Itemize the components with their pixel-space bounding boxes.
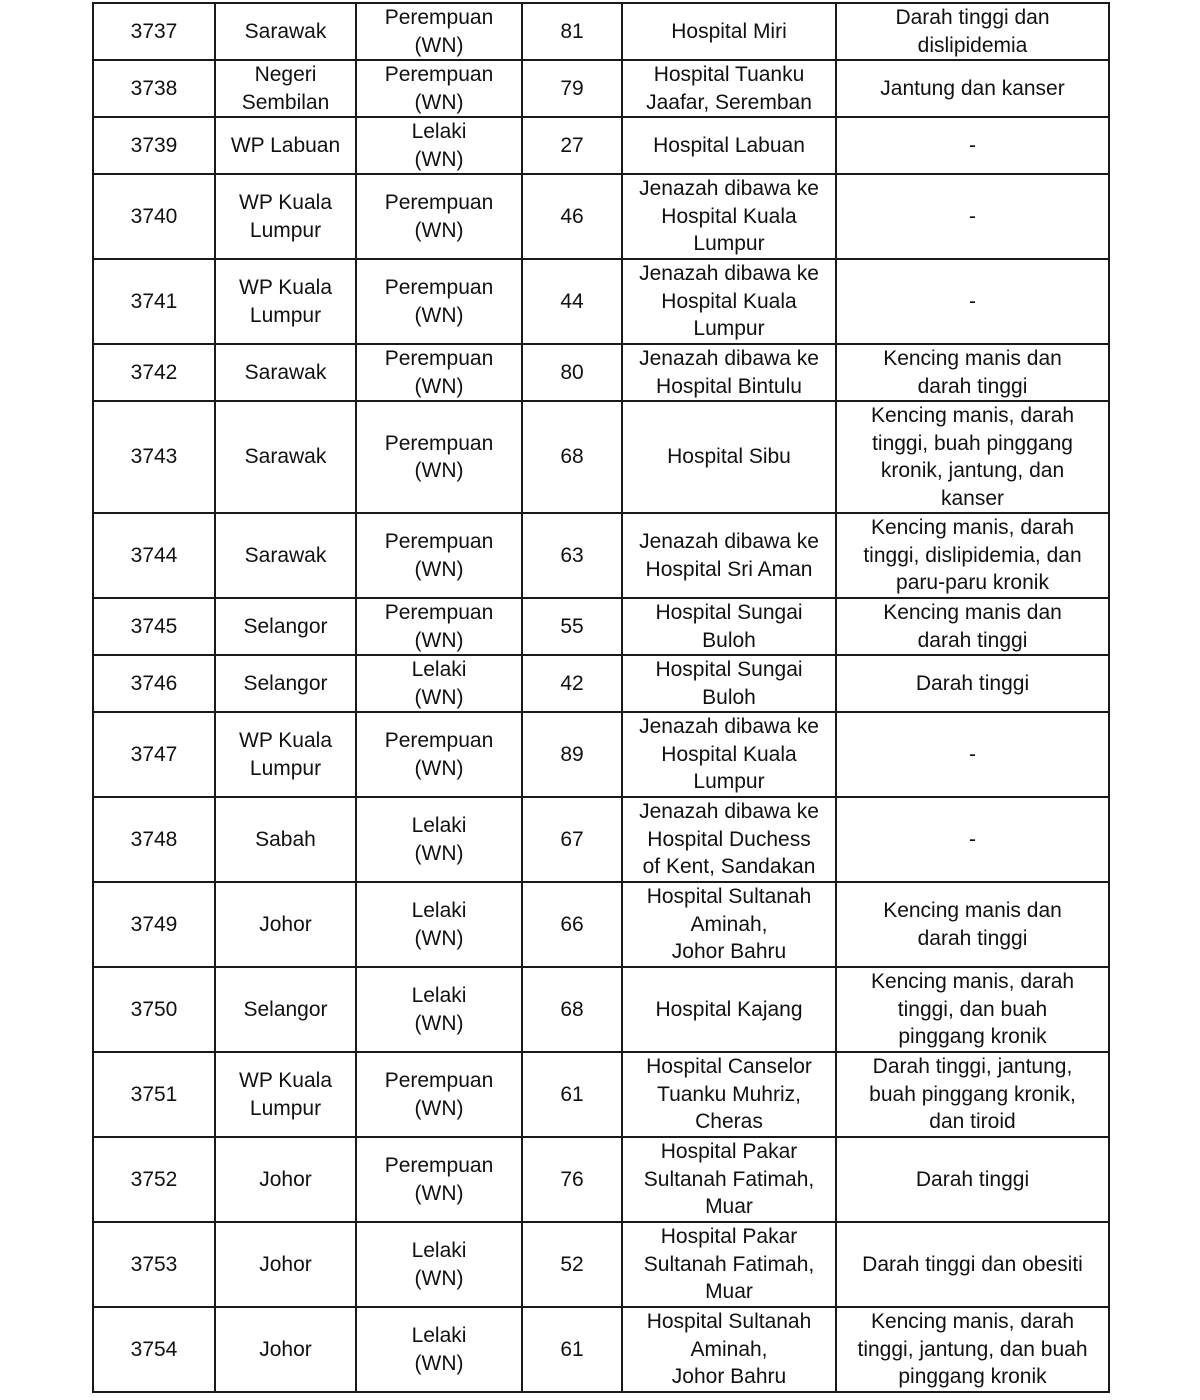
state-cell bbox=[215, 1307, 356, 1392]
age-cell bbox=[522, 60, 622, 117]
case-number: 3753 bbox=[130, 1252, 178, 1276]
case-number: 3744 bbox=[130, 543, 178, 567]
case-number-cell bbox=[93, 513, 215, 598]
sex-cell bbox=[356, 344, 522, 401]
table-row bbox=[93, 598, 1109, 655]
age: 89 bbox=[560, 742, 584, 766]
hospital-cell bbox=[622, 882, 836, 967]
case-number-cell bbox=[93, 967, 215, 1052]
state-line: Sarawak bbox=[244, 445, 327, 469]
table-row bbox=[93, 3, 1109, 60]
conditions-cell bbox=[836, 60, 1109, 117]
case-number-cell bbox=[93, 401, 215, 513]
conditions-line: Kencing manis, darah bbox=[870, 404, 1075, 427]
hospital-line: Hospital Kuala bbox=[661, 204, 797, 228]
hospital-line: Hospital Sultanah bbox=[646, 1310, 812, 1334]
conditions-cell bbox=[836, 598, 1109, 655]
hospital-cell bbox=[622, 712, 836, 797]
age: 52 bbox=[560, 1252, 584, 1276]
conditions-line: - bbox=[969, 133, 976, 157]
conditions-line: - bbox=[969, 827, 976, 851]
state-cell bbox=[215, 1222, 356, 1307]
state-cell bbox=[215, 967, 356, 1052]
conditions-line: Darah tinggi, jantung, bbox=[872, 1055, 1073, 1079]
conditions-line: pinggang kronik bbox=[898, 1025, 1047, 1049]
sex-line: Perempuan bbox=[384, 729, 494, 752]
hospital-line: Hospital Kajang bbox=[655, 997, 803, 1021]
case-number-cell bbox=[93, 174, 215, 259]
age-cell bbox=[522, 1307, 622, 1392]
nationality-line: (WN) bbox=[414, 218, 464, 242]
hospital-line: Hospital Sultanah bbox=[646, 885, 812, 909]
hospital-line: of Kent, Sandakan bbox=[642, 855, 816, 879]
conditions-cell bbox=[836, 401, 1109, 513]
sex-cell bbox=[356, 598, 522, 655]
age: 68 bbox=[560, 445, 584, 469]
sex-cell bbox=[356, 712, 522, 797]
state-line: Selangor bbox=[243, 614, 328, 638]
age-cell bbox=[522, 882, 622, 967]
table-row bbox=[93, 259, 1109, 344]
hospital-cell bbox=[622, 797, 836, 882]
sex-line: Perempuan bbox=[384, 63, 494, 86]
state-cell bbox=[215, 3, 356, 60]
sex-cell bbox=[356, 1137, 522, 1222]
table-row bbox=[93, 1307, 1109, 1392]
hospital-line: Buloh bbox=[702, 685, 756, 709]
sex-line: Lelaki bbox=[411, 120, 467, 143]
table-row bbox=[93, 344, 1109, 401]
age-cell bbox=[522, 3, 622, 60]
conditions-cell bbox=[836, 797, 1109, 882]
hospital-cell bbox=[622, 259, 836, 344]
case-number-cell bbox=[93, 259, 215, 344]
state-line: Lumpur bbox=[249, 1096, 322, 1120]
table-row bbox=[93, 1052, 1109, 1137]
hospital-cell bbox=[622, 401, 836, 513]
age: 80 bbox=[560, 360, 584, 384]
conditions-line: tinggi, dan buah bbox=[897, 997, 1048, 1021]
conditions-cell bbox=[836, 1052, 1109, 1137]
state-line: Sarawak bbox=[244, 360, 327, 384]
state-line: WP Labuan bbox=[230, 133, 341, 157]
state-line: WP Kuala bbox=[239, 729, 332, 752]
sex-line: Perempuan bbox=[384, 347, 494, 370]
age: 67 bbox=[560, 827, 584, 851]
sex-cell bbox=[356, 882, 522, 967]
case-number-cell bbox=[93, 1222, 215, 1307]
age: 76 bbox=[560, 1167, 584, 1191]
hospital-line: Jenazah dibawa ke bbox=[639, 177, 819, 201]
state-cell bbox=[215, 1137, 356, 1222]
table-row bbox=[93, 967, 1109, 1052]
sex-line: Lelaki bbox=[411, 899, 467, 922]
conditions-line: tinggi, dislipidemia, dan bbox=[863, 543, 1082, 567]
age: 63 bbox=[560, 543, 584, 567]
conditions-cell bbox=[836, 3, 1109, 60]
hospital-line: Muar bbox=[705, 1195, 753, 1219]
nationality-line: (WN) bbox=[414, 147, 464, 171]
case-number: 3742 bbox=[130, 360, 178, 384]
conditions-line: - bbox=[969, 742, 976, 766]
hospital-line: Sultanah Fatimah, bbox=[643, 1252, 815, 1276]
sex-line: Perempuan bbox=[384, 6, 494, 29]
case-number: 3738 bbox=[130, 76, 178, 100]
state-cell bbox=[215, 259, 356, 344]
hospital-cell bbox=[622, 598, 836, 655]
case-number: 3752 bbox=[130, 1167, 178, 1191]
sex-line: Perempuan bbox=[384, 191, 494, 214]
case-number: 3749 bbox=[130, 912, 178, 936]
age-cell bbox=[522, 117, 622, 174]
conditions-line: dislipidemia bbox=[917, 33, 1028, 57]
hospital-cell bbox=[622, 1307, 836, 1392]
nationality-line: (WN) bbox=[414, 1181, 464, 1205]
hospital-line: Hospital Bintulu bbox=[656, 374, 802, 398]
nationality-line: (WN) bbox=[414, 756, 464, 780]
conditions-line: Darah tinggi dan bbox=[895, 6, 1050, 29]
age-cell bbox=[522, 655, 622, 712]
hospital-line: Aminah, bbox=[690, 1337, 768, 1361]
conditions-cell bbox=[836, 967, 1109, 1052]
conditions-line: Darah tinggi bbox=[915, 671, 1030, 695]
age: 27 bbox=[560, 133, 584, 157]
conditions-line: darah tinggi bbox=[917, 374, 1028, 398]
hospital-line: Jenazah dibawa ke bbox=[639, 715, 819, 739]
sex-cell bbox=[356, 797, 522, 882]
conditions-line: tinggi, jantung, dan buah bbox=[857, 1337, 1088, 1361]
nationality-line: (WN) bbox=[414, 685, 464, 709]
conditions-cell bbox=[836, 1137, 1109, 1222]
table-row bbox=[93, 882, 1109, 967]
table-row bbox=[93, 1222, 1109, 1307]
hospital-line: Hospital Labuan bbox=[653, 133, 805, 157]
state-line: Johor bbox=[259, 912, 312, 936]
state-line: Selangor bbox=[243, 997, 328, 1021]
age-cell bbox=[522, 1137, 622, 1222]
state-line: Lumpur bbox=[249, 756, 322, 780]
table-row bbox=[93, 1137, 1109, 1222]
hospital-cell bbox=[622, 1137, 836, 1222]
hospital-cell bbox=[622, 117, 836, 174]
table-body bbox=[93, 3, 1109, 1392]
sex-cell bbox=[356, 60, 522, 117]
state-line: WP Kuala bbox=[239, 1069, 332, 1092]
table-row bbox=[93, 174, 1109, 259]
age: 61 bbox=[560, 1082, 584, 1106]
conditions-line: Jantung dan kanser bbox=[880, 76, 1065, 100]
hospital-line: Hospital Sungai bbox=[655, 601, 803, 624]
table-row bbox=[93, 797, 1109, 882]
hospital-line: Buloh bbox=[702, 628, 756, 652]
case-number-cell bbox=[93, 598, 215, 655]
hospital-cell bbox=[622, 344, 836, 401]
conditions-line: Kencing manis dan bbox=[883, 347, 1062, 370]
death-cases-table bbox=[92, 2, 1110, 1393]
hospital-cell bbox=[622, 60, 836, 117]
state-line: Sembilan bbox=[241, 90, 330, 114]
state-line: WP Kuala bbox=[239, 276, 332, 299]
sex-cell bbox=[356, 655, 522, 712]
hospital-line: Hospital Miri bbox=[671, 19, 787, 43]
conditions-line: darah tinggi bbox=[917, 926, 1028, 950]
age: 42 bbox=[560, 671, 584, 695]
hospital-line: Tuanku Muhriz, bbox=[657, 1082, 801, 1106]
nationality-line: (WN) bbox=[414, 628, 464, 652]
age-cell bbox=[522, 1052, 622, 1137]
conditions-line: Kencing manis, darah bbox=[870, 516, 1075, 540]
age-cell bbox=[522, 344, 622, 401]
case-number: 3739 bbox=[130, 133, 178, 157]
hospital-line: Cheras bbox=[695, 1110, 763, 1134]
sex-cell bbox=[356, 1307, 522, 1392]
sex-cell bbox=[356, 1222, 522, 1307]
conditions-line: kronik, jantung, dan bbox=[880, 459, 1065, 482]
state-line: Johor bbox=[259, 1252, 312, 1276]
hospital-cell bbox=[622, 967, 836, 1052]
state-cell bbox=[215, 655, 356, 712]
hospital-line: Hospital Pakar bbox=[660, 1225, 798, 1249]
hospital-line: Jaafar, Seremban bbox=[646, 90, 812, 114]
sex-line: Perempuan bbox=[384, 530, 494, 553]
conditions-line: Kencing manis, darah bbox=[870, 1310, 1075, 1334]
hospital-line: Hospital Pakar bbox=[660, 1140, 798, 1164]
age: 55 bbox=[560, 614, 584, 638]
age-cell bbox=[522, 712, 622, 797]
case-number-cell bbox=[93, 117, 215, 174]
case-number: 3746 bbox=[130, 671, 178, 695]
nationality-line: (WN) bbox=[414, 1011, 464, 1035]
hospital-cell bbox=[622, 174, 836, 259]
age: 66 bbox=[560, 912, 584, 936]
state-cell bbox=[215, 797, 356, 882]
state-cell bbox=[215, 401, 356, 513]
nationality-line: (WN) bbox=[414, 926, 464, 950]
case-number: 3745 bbox=[130, 614, 178, 638]
state-line: Johor bbox=[259, 1167, 312, 1191]
nationality-line: (WN) bbox=[414, 1351, 464, 1375]
hospital-line: Lumpur bbox=[693, 317, 765, 341]
state-cell bbox=[215, 60, 356, 117]
hospital-line: Hospital Kuala bbox=[661, 289, 797, 313]
age-cell bbox=[522, 174, 622, 259]
state-line: Selangor bbox=[243, 671, 328, 695]
sex-line: Perempuan bbox=[384, 1154, 494, 1177]
age-cell bbox=[522, 598, 622, 655]
case-number: 3740 bbox=[130, 204, 178, 228]
age-cell bbox=[522, 259, 622, 344]
case-number-cell bbox=[93, 1052, 215, 1137]
conditions-line: Darah tinggi dan obesiti bbox=[862, 1252, 1083, 1276]
case-number: 3747 bbox=[130, 742, 178, 766]
sex-line: Perempuan bbox=[384, 276, 494, 299]
conditions-line: darah tinggi bbox=[917, 628, 1028, 652]
state-line: Johor bbox=[259, 1337, 312, 1361]
conditions-line: Kencing manis, darah bbox=[870, 970, 1075, 994]
state-line: Lumpur bbox=[249, 218, 322, 242]
hospital-cell bbox=[622, 655, 836, 712]
case-number-cell bbox=[93, 60, 215, 117]
sex-cell bbox=[356, 174, 522, 259]
conditions-cell bbox=[836, 344, 1109, 401]
hospital-line: Hospital Sungai bbox=[655, 658, 803, 681]
hospital-line: Hospital Sri Aman bbox=[645, 557, 813, 581]
age: 46 bbox=[560, 204, 584, 228]
hospital-line: Hospital Kuala bbox=[661, 742, 797, 766]
conditions-line: Darah tinggi bbox=[915, 1167, 1030, 1191]
conditions-cell bbox=[836, 117, 1109, 174]
case-number: 3750 bbox=[130, 997, 178, 1021]
conditions-line: kanser bbox=[940, 486, 1005, 510]
hospital-cell bbox=[622, 3, 836, 60]
hospital-line: Johor Bahru bbox=[671, 1365, 787, 1389]
table-row bbox=[93, 513, 1109, 598]
hospital-line: Sultanah Fatimah, bbox=[643, 1167, 815, 1191]
sex-cell bbox=[356, 259, 522, 344]
conditions-cell bbox=[836, 882, 1109, 967]
sex-line: Perempuan bbox=[384, 601, 494, 624]
hospital-line: Jenazah dibawa ke bbox=[639, 262, 819, 286]
case-number-cell bbox=[93, 797, 215, 882]
case-number: 3737 bbox=[130, 19, 178, 43]
state-line: Negeri bbox=[254, 63, 317, 86]
case-number-cell bbox=[93, 344, 215, 401]
hospital-cell bbox=[622, 1222, 836, 1307]
state-cell bbox=[215, 598, 356, 655]
nationality-line: (WN) bbox=[414, 374, 464, 398]
case-number: 3754 bbox=[130, 1337, 178, 1361]
state-cell bbox=[215, 1052, 356, 1137]
hospital-line: Muar bbox=[705, 1280, 753, 1304]
conditions-line: tinggi, buah pinggang bbox=[872, 431, 1073, 455]
conditions-cell bbox=[836, 1307, 1109, 1392]
case-number-cell bbox=[93, 1307, 215, 1392]
age-cell bbox=[522, 967, 622, 1052]
conditions-cell bbox=[836, 1222, 1109, 1307]
table-row bbox=[93, 60, 1109, 117]
case-number-cell bbox=[93, 1137, 215, 1222]
conditions-line: Kencing manis dan bbox=[883, 601, 1062, 624]
state-cell bbox=[215, 344, 356, 401]
state-line: WP Kuala bbox=[239, 191, 332, 214]
state-line: Sarawak bbox=[244, 19, 327, 43]
sex-cell bbox=[356, 513, 522, 598]
state-cell bbox=[215, 513, 356, 598]
state-line: Sarawak bbox=[244, 543, 327, 567]
hospital-line: Jenazah dibawa ke bbox=[639, 530, 819, 553]
age: 44 bbox=[560, 289, 584, 313]
hospital-line: Jenazah dibawa ke bbox=[639, 800, 819, 824]
case-number: 3743 bbox=[130, 445, 178, 469]
nationality-line: (WN) bbox=[414, 90, 464, 114]
conditions-line: dan tiroid bbox=[929, 1110, 1016, 1134]
sex-cell bbox=[356, 1052, 522, 1137]
sex-line: Lelaki bbox=[411, 658, 467, 681]
state-cell bbox=[215, 712, 356, 797]
conditions-line: buah pinggang kronik, bbox=[869, 1082, 1076, 1106]
sex-line: Perempuan bbox=[384, 1069, 494, 1092]
conditions-line: - bbox=[969, 289, 976, 313]
case-number: 3748 bbox=[130, 827, 178, 851]
state-cell bbox=[215, 882, 356, 967]
nationality-line: (WN) bbox=[414, 841, 464, 865]
conditions-line: Kencing manis dan bbox=[883, 899, 1062, 922]
case-number: 3741 bbox=[130, 289, 178, 313]
hospital-line: Lumpur bbox=[693, 232, 765, 256]
hospital-cell bbox=[622, 1052, 836, 1137]
hospital-line: Hospital Tuanku bbox=[653, 63, 805, 86]
conditions-cell bbox=[836, 513, 1109, 598]
case-number-cell bbox=[93, 3, 215, 60]
age: 68 bbox=[560, 997, 584, 1021]
state-cell bbox=[215, 117, 356, 174]
hospital-line: Hospital Duchess bbox=[647, 827, 811, 851]
table-row bbox=[93, 117, 1109, 174]
case-number-cell bbox=[93, 712, 215, 797]
age-cell bbox=[522, 401, 622, 513]
conditions-cell bbox=[836, 174, 1109, 259]
state-line: Lumpur bbox=[249, 303, 322, 327]
conditions-line: pinggang kronik bbox=[898, 1365, 1047, 1389]
case-number-cell bbox=[93, 882, 215, 967]
table-row bbox=[93, 401, 1109, 513]
nationality-line: (WN) bbox=[414, 1096, 464, 1120]
nationality-line: (WN) bbox=[414, 1266, 464, 1290]
sex-cell bbox=[356, 401, 522, 513]
conditions-cell bbox=[836, 259, 1109, 344]
hospital-line: Jenazah dibawa ke bbox=[639, 347, 819, 370]
table-row bbox=[93, 712, 1109, 797]
hospital-line: Johor Bahru bbox=[671, 940, 787, 964]
nationality-line: (WN) bbox=[414, 33, 464, 57]
hospital-cell bbox=[622, 513, 836, 598]
sex-cell bbox=[356, 3, 522, 60]
hospital-line: Lumpur bbox=[693, 770, 765, 794]
age: 79 bbox=[560, 76, 584, 100]
age-cell bbox=[522, 1222, 622, 1307]
case-number: 3751 bbox=[130, 1082, 178, 1106]
conditions-line: - bbox=[969, 204, 976, 228]
age: 61 bbox=[560, 1337, 584, 1361]
nationality-line: (WN) bbox=[414, 557, 464, 581]
age: 81 bbox=[560, 19, 584, 43]
nationality-line: (WN) bbox=[414, 303, 464, 327]
conditions-cell bbox=[836, 712, 1109, 797]
hospital-line: Hospital Canselor bbox=[646, 1055, 812, 1079]
conditions-line: paru-paru kronik bbox=[896, 571, 1049, 595]
sex-line: Lelaki bbox=[411, 1324, 467, 1347]
sex-line: Lelaki bbox=[411, 984, 467, 1007]
hospital-line: Aminah, bbox=[690, 912, 768, 936]
conditions-cell bbox=[836, 655, 1109, 712]
hospital-line: Hospital Sibu bbox=[667, 445, 791, 469]
case-number-cell bbox=[93, 655, 215, 712]
sex-line: Lelaki bbox=[411, 814, 467, 837]
sex-line: Perempuan bbox=[384, 431, 494, 455]
table-row bbox=[93, 655, 1109, 712]
age-cell bbox=[522, 797, 622, 882]
nationality-line: (WN) bbox=[414, 459, 464, 482]
state-line: Sabah bbox=[255, 827, 316, 851]
age-cell bbox=[522, 513, 622, 598]
sex-cell bbox=[356, 967, 522, 1052]
sex-cell bbox=[356, 117, 522, 174]
state-cell bbox=[215, 174, 356, 259]
sex-line: Lelaki bbox=[411, 1239, 467, 1262]
